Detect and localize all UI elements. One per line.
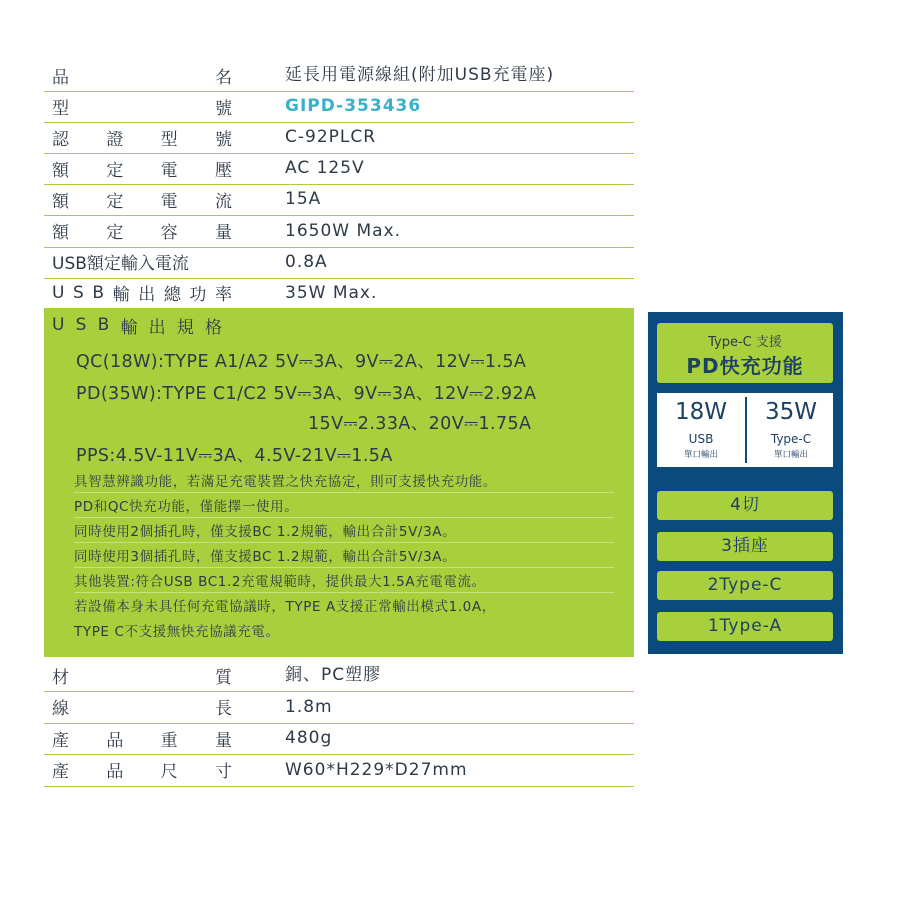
spec-label-char: 出 [138, 285, 156, 306]
spec-heading-char: 出 [148, 317, 166, 338]
feature-typec-ports: 2Type-C [657, 571, 833, 600]
spec-value: AC 125V [285, 158, 365, 179]
spec-label-char: U [52, 282, 65, 303]
spec-label [52, 725, 232, 751]
spec-label-char: 流 [214, 191, 232, 212]
spec-row [44, 723, 634, 755]
typec-wattage-value: 35W [764, 399, 817, 425]
spec-label-char: 額 [52, 160, 69, 181]
spec-label-char: 型 [52, 98, 69, 119]
spec-label [52, 694, 232, 720]
spec-label [52, 757, 232, 783]
spec-label-char: 電 [160, 160, 178, 181]
spec-label-char: 品 [106, 730, 124, 751]
spec-label-char: 長 [215, 699, 232, 719]
spec-label-char: 功 [189, 285, 207, 306]
usb-note: 若設備本身未具任何充電協議時，TYPE A支援正常輸出模式1.0A， [74, 599, 496, 615]
spec-label-char: 定 [106, 223, 124, 243]
feature-typea-ports: 1Type-A [657, 612, 833, 641]
spec-label [52, 662, 232, 688]
spec-label-char: 輸 [112, 285, 130, 306]
usb-wattage-value: 18W [674, 399, 727, 425]
spec-row [44, 247, 634, 279]
pd-spec-line1: PD(35W):TYPE C1/C2 5V⎓3A、9V⎓3A、12V⎓2.92A [76, 384, 537, 404]
usb-note: 具智慧辨識功能，若滿足充電裝置之快充協定，則可支援快充功能。 [74, 474, 497, 490]
spec-row [44, 278, 634, 310]
spec-heading-char: S [75, 315, 87, 335]
spec-value: W60*H229*D27mm [285, 759, 468, 780]
spec-value: 0.8A [285, 251, 328, 272]
spec-value: C-92PLCR [285, 127, 377, 148]
spec-value: GIPD-353436 [285, 96, 422, 117]
spec-row [44, 60, 634, 92]
spec-label-char: 品 [52, 67, 69, 88]
spec-label-char: 號 [215, 98, 232, 119]
note-divider [74, 567, 614, 568]
usb-output-spec-section [44, 308, 634, 657]
spec-heading-char: U [52, 315, 65, 335]
wattage-box [657, 393, 833, 467]
typec-wattage [747, 393, 835, 467]
spec-label-char: USB額定輸入電流 [52, 254, 189, 275]
spec-label-char: 量 [214, 223, 232, 243]
spec-row [44, 122, 634, 154]
pd-support-label: Type-C 支援 [708, 335, 782, 350]
note-divider [74, 592, 614, 593]
spec-label-char: 品 [106, 762, 124, 782]
spec-heading-char: 規 [176, 317, 194, 338]
pd-fast-charge-badge [657, 323, 833, 383]
spec-heading-char: B [97, 315, 110, 335]
spec-label-char: 證 [106, 129, 124, 150]
spec-label-char: 材 [52, 667, 69, 688]
usb-wattage-note: 單口輸出 [683, 450, 718, 460]
note-divider [74, 542, 614, 543]
spec-label [52, 124, 232, 150]
usb-wattage [657, 393, 745, 467]
spec-value: 延長用電源線組(附加USB充電座) [285, 65, 555, 85]
spec-label-char: 量 [214, 730, 232, 751]
spec-label-char: 號 [214, 129, 232, 150]
spec-label-char: 質 [215, 667, 232, 688]
usb-wattage-label: USB [688, 432, 714, 446]
spec-label-char: 寸 [214, 762, 232, 782]
spec-label-char: 定 [106, 191, 124, 212]
spec-label-char: 尺 [160, 762, 178, 782]
spec-row [44, 755, 634, 787]
spec-value: 35W Max. [285, 282, 378, 303]
spec-row [44, 153, 634, 185]
usb-note: 同時使用2個插孔時，僅支援BC 1.2規範，輸出合計5V/3A。 [74, 524, 457, 540]
spec-label-char: 率 [214, 285, 232, 306]
spec-row [44, 91, 634, 123]
spec-row [44, 692, 634, 724]
spec-row [44, 184, 634, 216]
pd-spec-line2: 15V⎓2.33A、20V⎓1.75A [308, 414, 532, 434]
usb-note: 其他裝置:符合USB BC1.2充電規範時，提供最大1.5A充電電流。 [74, 574, 486, 590]
typec-wattage-note: 單口輸出 [773, 450, 808, 460]
spec-label [52, 155, 232, 181]
spec-value: 1650W Max. [285, 220, 402, 241]
pps-spec: PPS:4.5V-11V⎓3A、4.5V-21V⎓1.5A [76, 446, 393, 466]
qc-spec: QC(18W):TYPE A1/A2 5V⎓3A、9V⎓2A、12V⎓1.5A [76, 352, 527, 372]
spec-label-char: 壓 [214, 160, 232, 181]
spec-label-char: 產 [52, 762, 69, 782]
usb-note: TYPE C不支援無快充協議充電。 [74, 624, 280, 640]
spec-label [52, 186, 232, 212]
feature-panel [648, 312, 843, 654]
spec-label-char: 重 [160, 730, 178, 751]
spec-label-char: 額 [52, 223, 69, 243]
usb-spec-heading [52, 312, 222, 338]
spec-label [52, 62, 232, 88]
pd-fast-charge-title: PD快充功能 [686, 354, 804, 378]
spec-heading-char: 格 [204, 317, 222, 338]
spec-label [52, 93, 232, 119]
spec-label [52, 218, 232, 244]
spec-label-char: B [92, 282, 105, 303]
spec-heading-char: 輸 [120, 317, 138, 338]
typec-wattage-label: Type-C [770, 432, 812, 446]
note-divider [74, 492, 614, 493]
spec-value: 銅、PC塑膠 [285, 665, 382, 685]
spec-label-char: 定 [106, 160, 124, 181]
spec-label [52, 249, 232, 275]
feature-outlets: 3插座 [657, 532, 833, 561]
spec-label-char: 線 [52, 699, 69, 719]
spec-label-char: 產 [52, 730, 69, 751]
spec-label-char: 型 [160, 129, 178, 150]
spec-label-char: 總 [163, 285, 181, 306]
usb-note: PD和QC快充功能，僅能擇一使用。 [74, 499, 299, 515]
spec-value: 1.8m [285, 696, 333, 717]
usb-note: 同時使用3個插孔時，僅支援BC 1.2規範，輸出合計5V/3A。 [74, 549, 457, 565]
spec-row [44, 216, 634, 248]
spec-value: 480g [285, 728, 333, 748]
note-divider [74, 517, 614, 518]
spec-label-char: 電 [160, 191, 178, 212]
spec-value: 15A [285, 189, 322, 210]
spec-label [52, 280, 232, 306]
spec-label-char: 額 [52, 191, 69, 212]
spec-label-char: S [73, 282, 84, 303]
spec-row [44, 660, 634, 692]
feature-switches: 4切 [657, 491, 833, 520]
spec-label-char: 名 [215, 67, 232, 88]
spec-label-char: 認 [52, 129, 69, 150]
spec-label-char: 容 [160, 223, 178, 243]
